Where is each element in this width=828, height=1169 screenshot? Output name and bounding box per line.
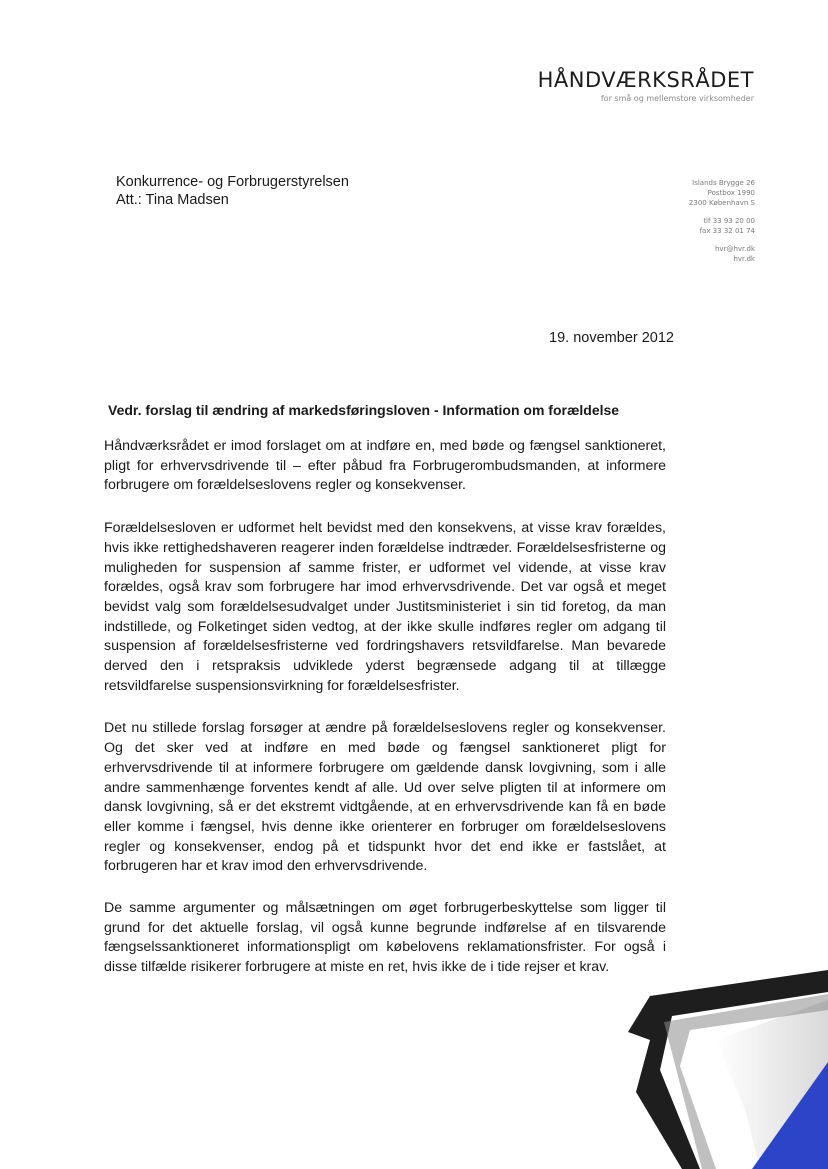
ribbon-grey-shadow [716,1000,828,1169]
sender-fax: fax 33 32 01 74 [699,227,755,235]
sender-contact-block [689,178,755,264]
sender-street: Islands Brygge 26 [692,179,755,187]
sender-postbox: Postbox 1990 [707,189,755,197]
letter-date: 19. november 2012 [549,330,674,346]
recipient-address [116,173,349,209]
recipient-attention: Att.: Tina Madsen [116,192,229,208]
organization-tagline: for små og mellemstore virksomheder [600,94,754,103]
body-paragraph: Forældelsesloven er udformet helt bevidst med den konsekvens, at visse krav forældes, hvis ikke rettighedshaveren reagerer inden forældelse indtræder. Forældelsesfristerne og muligheden for suspension af samme frister, er udformet vel vidende, at visse krav forældes, også krav som forbrugere har imod erhvervsdrivende. Det var også et meget bevidst valg som forældelsesudvalget under Justitsministeriet i sin tid foretog, da man indstillede, og Folketinget siden vedtog, at der ikke skulle indføres regler om adgang til suspension af forældelsesfristerne ved fordringshavers retsvildfarelse. Man bevarede derved den i retspraksis udviklede yderst begrænsede adgang til at tillægge retsvildfarelse suspensionsvirkning for forældelsesfrister. [104,520,666,694]
body-paragraph: Håndværksrådet er imod forslaget om at indføre en, med bøde og fængsel sanktioneret, pligt for erhvervsdrivende til – efter påbud fra Forbrugerombudsmanden, at informere forbrugere om forældelseslovens regler og konsekvenser. [104,438,666,494]
body-paragraph: Det nu stillede forslag forsøger at ændre på forældelseslovens regler og konsekvenser. Og det sker ved at indføre en med bøde og fængsel sanktioneret pligt for erhvervsdrivende til at informere forbrugere om gældende dansk lovgivning, som i alle andre sammenhænge forventes kendt af alle. Ud over selve pligten til at informere om dansk lovgivning, så er det ekstremt vidtgående, at en erhvervsdrivende kan få en bøde eller komme i fængsel, hvis denne ikke orienterer en forbruger om forældelseslovens regler og konsekvenser, endog på et tidspunkt hvor det end ikke er fastslået, at forbrugeren har et krav imod den erhvervsdrivende. [104,720,666,875]
letter-body [104,437,666,1002]
recipient-organization: Konkurrence- og Forbrugerstyrelsen [116,174,349,190]
sender-email: hvr@hvr.dk [715,245,755,253]
sender-website: hvr.dk [733,255,755,263]
letter-subject: Vedr. forslag til ændring af markedsføringsloven - Information om forældelse [108,402,620,418]
sender-city: 2300 København S [688,199,755,207]
sender-phone: tlf 33 93 20 00 [703,217,755,225]
organization-name: HÅNDVÆRKSRÅDET [537,68,754,92]
letterhead-logo [538,68,754,105]
ribbon-grey-band [664,994,828,1169]
body-paragraph: De samme argumenter og målsætningen om øget forbrugerbeskyttelse som ligger til grund for det aktuelle forslag, vil også kunne begrunde indførelse af en tilsvarende fængselssanktioneret informationspligt om købelovens reklamationsfrister. For også i disse tilfælde risikerer forbrugere at miste en ret, hvis ikke de i tide rejser et krav. [104,900,666,976]
ribbon-blue-triangle [752,1062,828,1169]
